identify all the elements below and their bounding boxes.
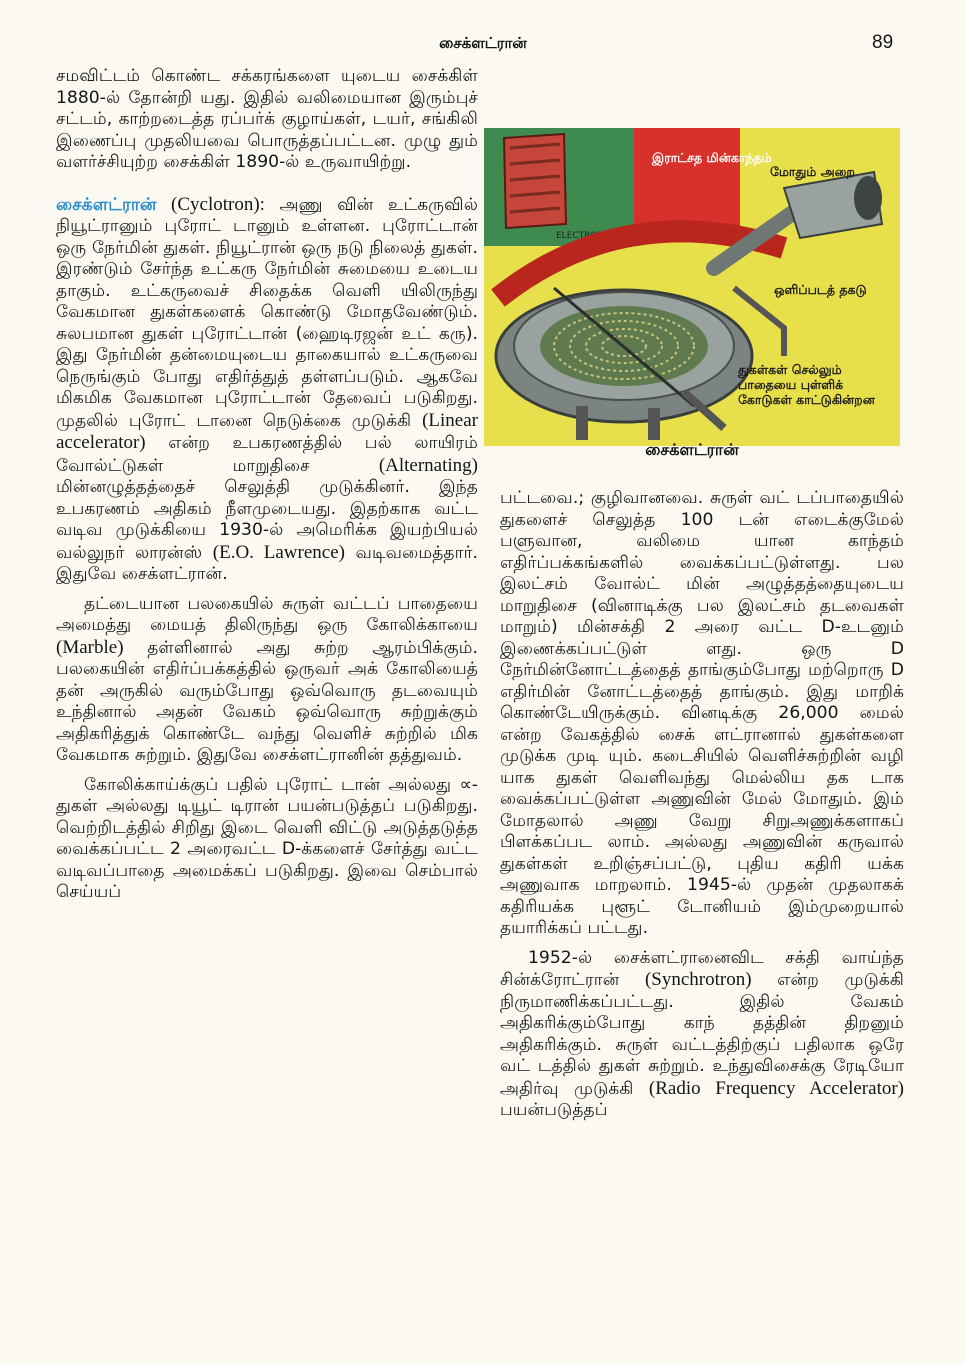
label-collision-chamber: மோதும் அறை xyxy=(770,164,855,179)
paragraph-text: என்ற உபகரணத்தில் பல் லாயிரம் வோல்ட்டுகள் மாறுதிசை xyxy=(56,433,478,476)
collision-chamber-opening xyxy=(854,176,882,220)
magnet-text: ELECTROMAGNET xyxy=(556,231,637,241)
chamber-leg xyxy=(648,408,660,440)
alternating-english: (Alternating) xyxy=(378,454,478,476)
page-number: 89 xyxy=(872,32,894,53)
synchrotron-english: (Synchrotron) xyxy=(644,969,752,990)
paragraph-text: என்ற முடுக்கி நிருமாணிக்கப்பட்டது. இதில் வேகம் அதிகரிக்கும்போது காந் தத்தின் திறனும் அதிகரிக்கும். சுருள் வட்டத்திற்குப் பதிலாக ஒரே வட் டத்தில் துகள் சுற்றும். உந்துவிசைக்கு ரேடியோ அதிர்வு முடுக்கி xyxy=(500,970,904,1099)
cyclotron-term: சைக்ளட்ரான் xyxy=(56,194,157,215)
paragraph-dees: பட்டவை.; குழிவானவை. சுருள் வட் டப்பாதையில் துகளைச் செலுத்த 100 டன் எடைக்குமேல் பளுவான, வலிமை யான காந்தம் எதிர்ப்பக்கங்களில் வைக்கப்பட்டுள்ளது. பல இலட்சம் வோல்ட் மின் அழுத்தத்தையுடைய மாறுதிசை (வினாடிக்கு பல இலட்சம் தடவைகள் மாறும்) மின்சக்தி 2 அரை வட்ட D-உடனும் இணைக்கப்பட்டுள் ளது. ஒரு D நேர்மின்னோட்டத்தைத் தாங்கும்போது மற்றொரு D எதிர்மின் னோட்டத்தைத் தாங்கும். இது மாறிக் கொண்டேயிருக்கும். வினடிக்கு 26,000 மைல் என்ற வேகத்தில் சைக் ளட்ரானால் துகள்களை முடுக்க முடி யும். கடைசியில் வெளிச்சுற்றின் வழி யாக துகள் வெளிவந்து மெல்லிய தக டாக வைக்கப்பட்டுள்ள அணுவின் மேல் மோதும். இம் மோதலால் அணு வேறு சிறுஅணுக்களாகப் பிளக்கப்பட லாம். அல்லது அணுவின் கருவால் துகள்கள் உறிஞ்சப்பட்டு, புதிய கதிரி யக்க அணுவாக மாறலாம். 1945-ல் முதன் முதலாகக் கதிரியக்க புளூட் டோனியம் இம்முறையால் தயாரிக்கப் பட்டது. xyxy=(500,488,904,938)
figure-caption: சைக்ளட்ரான் xyxy=(645,440,739,459)
label-electromagnet: இராட்சத மின்காந்தம் xyxy=(652,150,772,165)
paragraph-marble xyxy=(56,594,478,767)
cyclotron-illustration xyxy=(484,128,900,446)
paragraph-text: தள்ளினால் அது சுற்ற ஆரம்பிக்கும். பலகையின் எதிர்ப்பக்கத்தில் ஒருவர் அக் கோலியைத் தன் அருகில் வரும்போது ஒவ்வொரு தடவையும் உந்தினால் அதன் வேகம் ஒவ்வொரு சுற்றுக்கும் அதிகரித்துக் கொண்டே வந்து வெளிச் சுற்றில் மிக வேகமாக சுற்றும். இதுவே சைக்ளட்ரானின் தத்துவம். xyxy=(56,637,478,765)
paragraph-cyclotron-intro xyxy=(56,194,478,586)
paragraph-text: அணு வின் உட்கருவில் நியூட்ரானும் புரோட் டானும் உள்ளன. புரோட்டான் ஒரு நேர்மின் துகள். நியூட்ரான் ஒரு நடு நிலைத் துகள். இரண்டும் சேர்ந்த உட்கரு நேர்மின் சுமையை உடைய தாகும். உட்கருவைச் சிதைக்க வெளி யிலிருந்து வேகமான துகள்களைக் கொண்டு மோதவேண்டும். சுலபமான துகள் புரோட்டான் (ஹைடிரஜன் உட் கரு). இது நேர்மின் தன்மையுடைய தாகையால் உட்கருவை நெருங்கும் போது எதிர்த்துத் தள்ளப்படும். ஆகவே மிகமிக வேகமான புரோட்டான் தேவைப் படுகிறது. முதலில் புரோட் டானை நெடுக்கை முடுக்கி xyxy=(56,194,479,431)
rf-accelerator-english: (Radio Frequency Accelerator) xyxy=(648,1077,905,1099)
left-column xyxy=(56,66,478,904)
paragraph-synchrotron xyxy=(500,948,904,1122)
label-particle-path: துகள்கள் செல்லும் பாதையை புள்ளிக் கோடுகள் காட்டுகின்றன xyxy=(738,362,875,407)
right-column xyxy=(500,488,904,1122)
paragraph-particles: கோலிக்காய்க்குப் பதில் புரோட் டான் அல்லது ∝-துகள் அல்லது டியூட் டிரான் பயன்படுத்தப் படுகிறது. வெற்றிடத்தில் சிறிது இடை வெளி விட்டு அடுத்தடுத்த வைக்கப்பட்ட 2 அரைவட்ட D-க்களைச் சேர்த்து வட்ட வடிவப்பாதை அமைக்கப் படுகிறது. இவை செம்பால் செய்யப் xyxy=(56,774,478,902)
marble-english: (Marble) xyxy=(56,636,124,658)
paragraph-text: பயன்படுத்தப் xyxy=(500,1100,608,1120)
paragraph-text: தட்டையான பலகையில் சுருள் வட்டப் பாதையை அமைத்து மையத் திலிருந்து ஒரு கோலிக்காயை xyxy=(56,593,478,635)
running-title: சைக்ளட்ரான் xyxy=(439,34,527,52)
lawrence-english: (E.O. Lawrence) xyxy=(212,541,345,563)
paragraph-text: வடிவமைத்தார். இதுவே சைக்ளட்ரான். xyxy=(56,542,479,584)
label-photo-plate: ஒளிப்படத் தகடு xyxy=(774,282,867,297)
chamber-leg xyxy=(576,406,588,440)
paragraph-bicycle: சமவிட்டம் கொண்ட சக்கரங்களை யுடைய சைக்கிள் 1880-ல் தோன்றி யது. இதில் வலிமையான இரும்புச் சட்டம், காற்றடைத்த ரப்பர்க் குழாய்கள், டயர், சங்கிலி இணைப்பு முதலியவை பொருத்தப்பட்டன. முழு தும் வளர்ச்சியுற்ற சைக்கிள் 1890-ல் உருவாயிற்று. xyxy=(56,66,478,172)
paragraph-text: 1952-ல் சைக்ளட்ரானைவிட சக்தி வாய்ந்த சின்க்ரோட்ரான் xyxy=(500,947,904,990)
paragraph-text: மின்னழுத்தத்தைச் செலுத்தி முடுக்கினர். இந்த உபகரணம் அதிகம் நீளமுடையது. இதற்காக வட்ட வடிவ முடுக்கியை 1930-ல் அமெரிக்க இயற்பியல் வல்லுநர் லாரன்ஸ் xyxy=(56,477,478,563)
cyclotron-english: (Cyclotron): xyxy=(171,193,265,215)
linear-accelerator-english: (Linear accelerator) xyxy=(56,409,478,453)
